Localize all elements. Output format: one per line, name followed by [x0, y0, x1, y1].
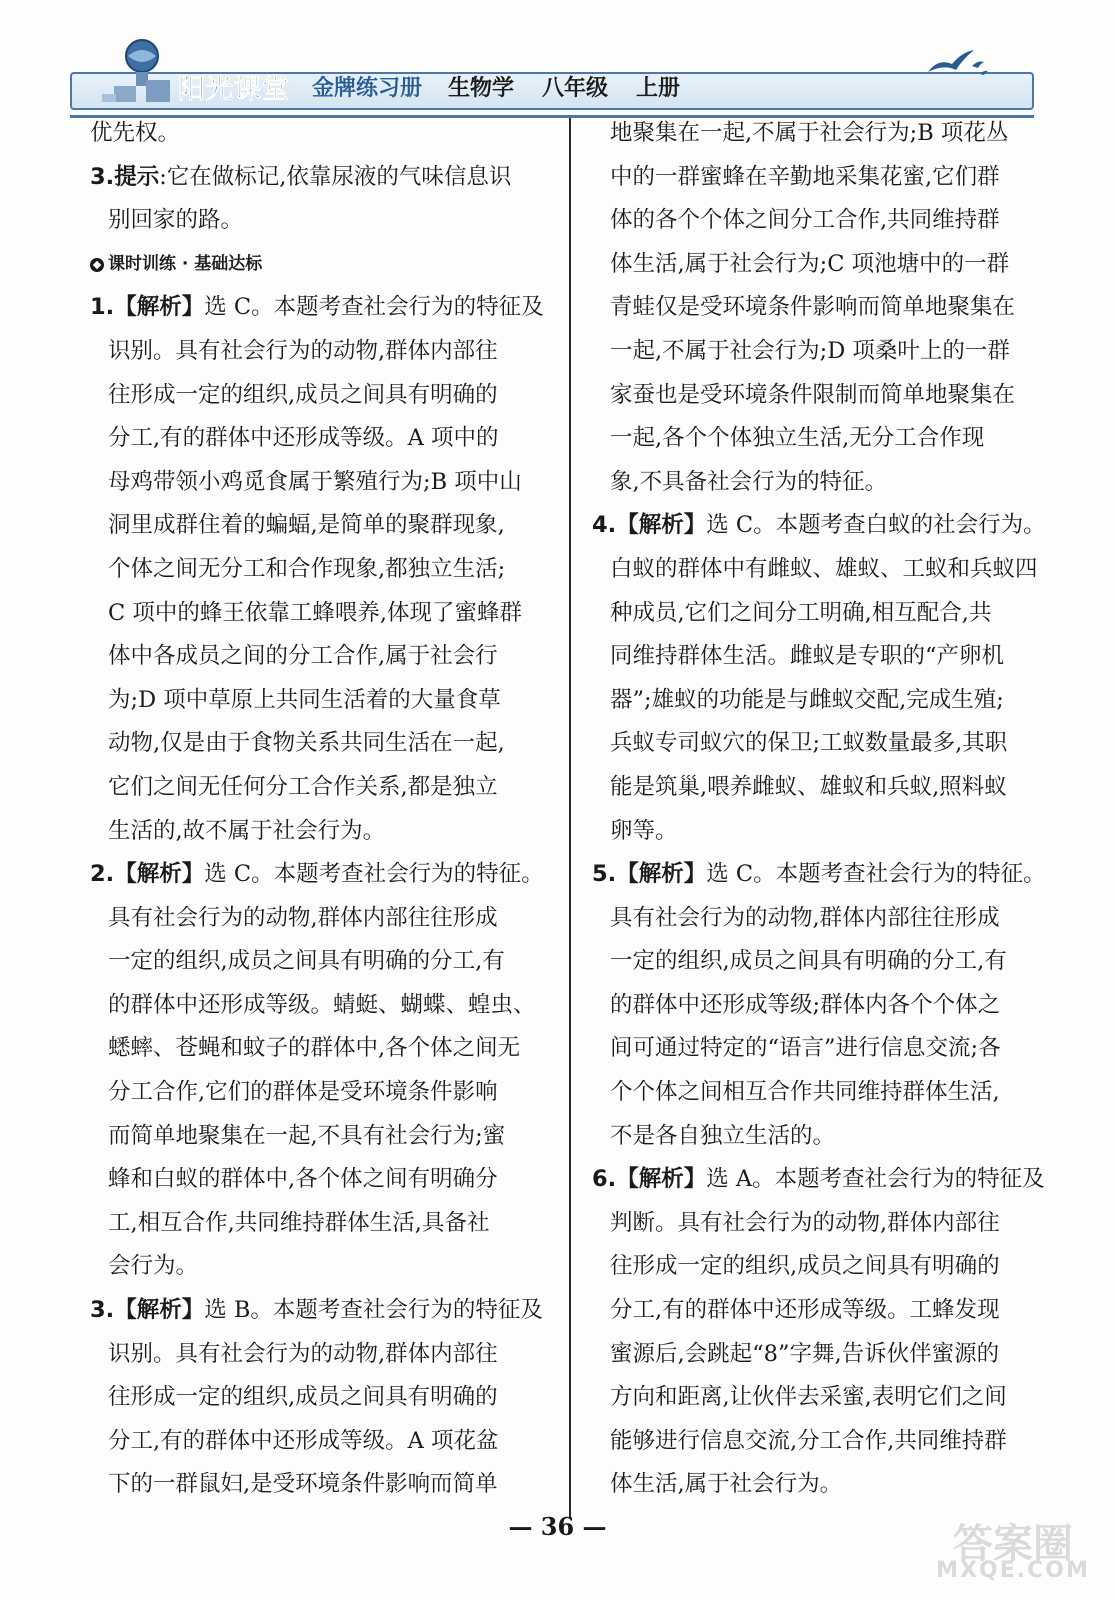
- birds-icon: [922, 44, 992, 80]
- text-line: 优先权。: [90, 120, 181, 146]
- volume-label: 上册: [636, 75, 681, 101]
- answer-marker: 5.【解析】: [592, 861, 707, 888]
- text-line: 一定的组织,成员之间具有明确的分工,有: [610, 948, 1007, 975]
- subject-label: 生物学: [448, 75, 515, 101]
- text-line: 能是筑巢,喂养雌蚁、雄蚁和兵蚁,照料蚁: [610, 773, 1007, 800]
- text-line: 的群体中还形成等级。蜻蜓、蝴蝶、蝗虫、: [108, 991, 536, 1018]
- answer-text: 选 C。本题考查社会行为的特征及: [204, 294, 544, 321]
- column-divider: [569, 118, 571, 1518]
- answer-item-line: [90, 1289, 552, 1333]
- answer-item-line: [592, 1158, 1054, 1202]
- answer-item-line: [90, 853, 552, 897]
- page-number: — 36 —: [508, 1512, 607, 1541]
- text-line: C 项中的蜂王依靠工蜂喂养,体现了蜜蜂群: [108, 599, 523, 626]
- watermark-logo-text: 答案圈: [953, 1521, 1073, 1567]
- grade-label: 八年级: [542, 75, 609, 101]
- text-line: 具有社会行为的动物,群体内部往往形成: [108, 904, 498, 931]
- answer-marker: 2.【解析】: [90, 861, 205, 888]
- text-line: 个体之间无分工和合作现象,都独立生活;: [108, 555, 506, 582]
- book-name: 金牌练习册: [312, 75, 423, 101]
- text-line: 工,相互合作,共同维持群体生活,具备社: [108, 1209, 490, 1236]
- hint-marker: 3.提示: [90, 163, 160, 190]
- text-line: 分工,有的群体中还形成等级。工蜂发现: [610, 1297, 1000, 1324]
- text-line: [90, 156, 552, 200]
- text-line: 同维持群体生活。雌蚁是专职的“产卵机: [610, 643, 1005, 670]
- answer-marker: 6.【解析】: [592, 1166, 707, 1193]
- hint-text: :它在做标记,依靠尿液的气味信息识: [159, 163, 512, 190]
- text-line: 蜜源后,会跳起“8”字舞,告诉伙伴蜜源的: [610, 1340, 1000, 1367]
- text-line: 白蚁的群体中有雌蚁、雄蚁、工蚁和兵蚁四: [610, 555, 1038, 582]
- answer-item-line: [592, 504, 1054, 548]
- watermark-url: MXQE.COM: [936, 1558, 1090, 1583]
- text-line: 蟋蟀、苍蝇和蚊子的群体中,各个体之间无: [108, 1035, 521, 1062]
- text-line: 蜂和白蚁的群体中,各个体之间有明确分: [108, 1166, 498, 1193]
- text-line: 具有社会行为的动物,群体内部往往形成: [610, 904, 1000, 931]
- right-column: [592, 112, 1054, 1507]
- text-line: 洞里成群住着的蝙蝠,是简单的聚群现象,: [108, 512, 505, 539]
- answer-text: 选 C。本题考查社会行为的特征。: [706, 861, 1046, 888]
- section-bullet-icon: [90, 258, 104, 272]
- text-line: 体生活,属于社会行为;C 项池塘中的一群: [610, 250, 1010, 277]
- text-line: 识别。具有社会行为的动物,群体内部往: [108, 1340, 498, 1367]
- text-line: 往形成一定的组织,成员之间具有明确的: [610, 1253, 1000, 1280]
- text-line: 器”;雄蚁的功能是与雌蚁交配,完成生殖;: [610, 686, 1004, 713]
- text-line: 体中各成员之间的分工合作,属于社会行: [108, 643, 498, 670]
- text-line: 不是各自独立生活的。: [610, 1122, 836, 1149]
- left-column: [90, 112, 552, 1507]
- page-header: [0, 0, 1115, 120]
- text-line: 而简单地聚集在一起,不具有社会行为;蜜: [108, 1122, 506, 1149]
- text-line: 动物,仅是由于食物关系共同生活在一起,: [108, 730, 505, 757]
- text-line: 个个体之间相互合作共同维持群体生活,: [610, 1079, 1000, 1106]
- text-line: 母鸡带领小鸡觅食属于繁殖行为;B 项中山: [108, 468, 522, 495]
- text-line: 种成员,它们之间分工明确,相互配合,共: [610, 599, 992, 626]
- answer-text: 选 C。本题考查白蚁的社会行为。: [706, 512, 1046, 539]
- text-line: 别回家的路。: [108, 207, 244, 234]
- text-line: 兵蚁专司蚁穴的保卫;工蚁数量最多,其职: [610, 730, 1008, 757]
- text-line: 象,不具备社会行为的特征。: [610, 468, 888, 495]
- answer-text: 选 B。本题考查社会行为的特征及: [204, 1297, 543, 1324]
- text-line: 分工,有的群体中还形成等级。A 项中的: [108, 425, 499, 452]
- answer-marker: 3.【解析】: [90, 1297, 205, 1324]
- watermark: [928, 1506, 1098, 1590]
- text-line: 间可通过特定的“语言”进行信息交流;各: [610, 1035, 1001, 1062]
- text-line: 分工,有的群体中还形成等级。A 项花盆: [108, 1427, 499, 1454]
- series-name: 阳光课堂: [178, 73, 290, 105]
- text-line: 识别。具有社会行为的动物,群体内部往: [108, 337, 498, 364]
- globe-trophy-logo-icon: [100, 34, 190, 104]
- text-line: 一起,不属于社会行为;D 项桑叶上的一群: [610, 337, 1010, 364]
- text-line: 一定的组织,成员之间具有明确的分工,有: [108, 948, 505, 975]
- text-line: 一起,各个个体独立生活,无分工合作现: [610, 425, 985, 452]
- answer-text: 选 A。本题考查社会行为的特征及: [706, 1166, 1045, 1193]
- text-line: 卵等。: [610, 817, 678, 844]
- answer-item-line: [90, 286, 552, 330]
- text-line: 家蚕也是受环境条件限制而简单地聚集在: [610, 381, 1016, 408]
- text-line: 为;D 项中草原上共同生活着的大量食草: [108, 686, 501, 713]
- text-line: 青蛙仅是受环境条件影响而简单地聚集在: [610, 294, 1016, 321]
- answer-text: 选 C。本题考查社会行为的特征。: [204, 861, 544, 888]
- text-line: 能够进行信息交流,分工合作,共同维持群: [610, 1427, 1007, 1454]
- answer-item-line: [592, 853, 1054, 897]
- text-line: 会行为。: [108, 1253, 199, 1280]
- text-line: 体生活,属于社会行为。: [610, 1471, 843, 1498]
- text-line: 判断。具有社会行为的动物,群体内部往: [610, 1209, 1000, 1236]
- section-title: [90, 243, 552, 287]
- text-line: 生活的,故不属于社会行为。: [108, 817, 386, 844]
- answer-marker: 4.【解析】: [592, 512, 707, 539]
- text-line: 往形成一定的组织,成员之间具有明确的: [108, 381, 498, 408]
- text-line: 下的一群鼠妇,是受环境条件影响而简单: [108, 1471, 498, 1498]
- section-title-text: 课时训练 · 基础达标: [108, 253, 263, 274]
- text-line: 方向和距离,让伙伴去采蜜,表明它们之间: [610, 1384, 1007, 1411]
- text-line: 中的一群蜜蜂在辛勤地采集花蜜,它们群: [610, 163, 1000, 190]
- text-line: 体的各个个体之间分工合作,共同维持群: [610, 207, 1000, 234]
- text-line: 往形成一定的组织,成员之间具有明确的: [108, 1384, 498, 1411]
- text-line: 分工合作,它们的群体是受环境条件影响: [108, 1079, 498, 1106]
- answer-marker: 1.【解析】: [90, 294, 205, 321]
- text-line: 地聚集在一起,不属于社会行为;B 项花丛: [610, 120, 1009, 146]
- text-line: 的群体中还形成等级;群体内各个个体之: [610, 991, 1001, 1018]
- text-line: 它们之间无任何分工合作关系,都是独立: [108, 773, 498, 800]
- header-titles: [178, 66, 708, 106]
